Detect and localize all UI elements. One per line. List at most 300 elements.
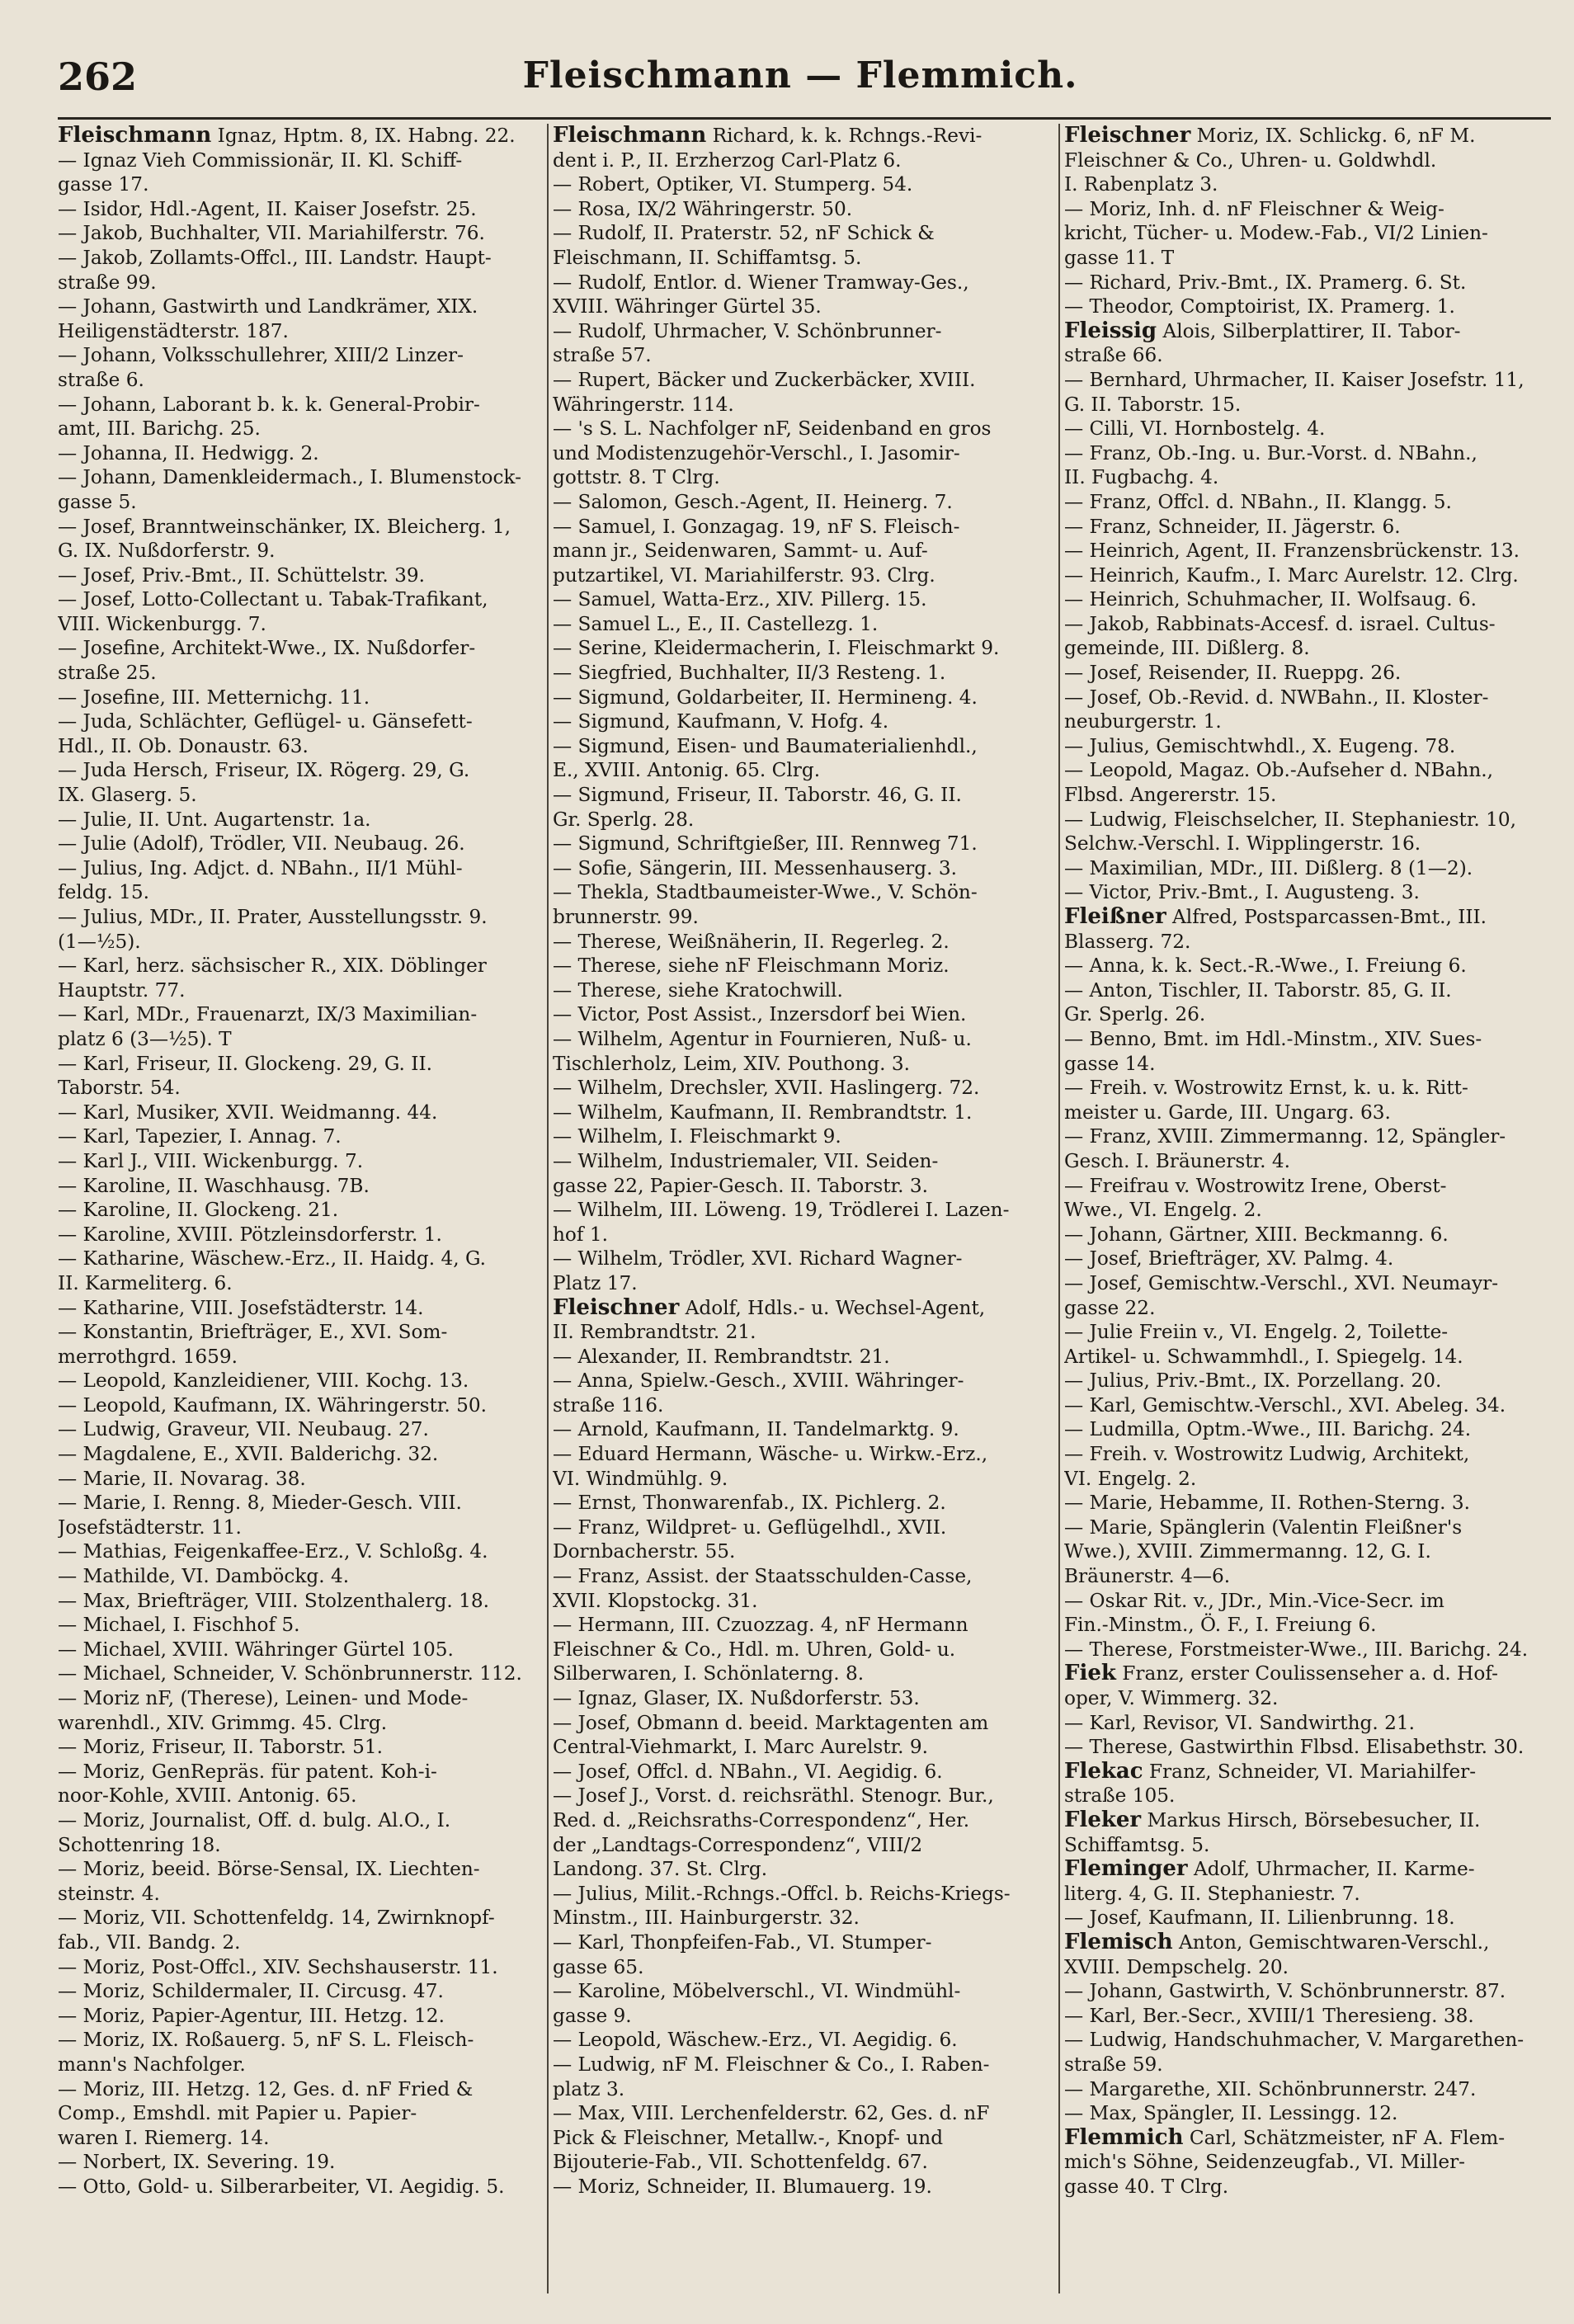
directory-entry xyxy=(553,709,1039,734)
entry-text: — Josef, Kaufmann, II. Lilienbrunng. 18. xyxy=(1064,1907,1455,1930)
directory-entry xyxy=(553,1369,1039,1393)
entry-text: Hdl., II. Ob. Donaustr. 63. xyxy=(58,734,309,757)
directory-entry xyxy=(58,783,544,808)
entry-text: G. II. Taborstr. 15. xyxy=(1064,393,1242,416)
directory-entry xyxy=(58,1223,544,1247)
entry-text: E., XVIII. Antonig. 65. Clrg. xyxy=(553,759,821,782)
surname-heading: Fleißner xyxy=(1064,904,1166,929)
directory-entry xyxy=(1064,1711,1551,1736)
directory-entry xyxy=(553,734,1039,759)
directory-entry xyxy=(1064,1760,1551,1784)
directory-entry xyxy=(1064,197,1551,222)
entry-text: Taborstr. 54. xyxy=(58,1077,181,1100)
directory-entry xyxy=(1064,2004,1551,2029)
entry-text: — Sigmund, Kaufmann, V. Hofg. 4. xyxy=(553,710,889,733)
entry-text: — Karl, Friseur, II. Glockeng. 29, G. II. xyxy=(58,1052,432,1075)
directory-entry xyxy=(553,2028,1039,2053)
entry-text: — Karoline, II. Glockeng. 21. xyxy=(58,1199,339,1222)
entry-text: — Moriz, III. Hetzg. 12, Ges. d. nF Fried & xyxy=(58,2077,474,2100)
entry-text: straße 25. xyxy=(58,662,157,685)
column-divider xyxy=(547,124,549,2293)
directory-entry xyxy=(1064,1833,1551,1858)
directory-entry xyxy=(553,2175,1039,2199)
entry-text: brunnerstr. 99. xyxy=(553,906,699,928)
directory-entry xyxy=(1064,661,1551,686)
directory-entry xyxy=(553,1760,1039,1784)
entry-text: gasse 40. T Clrg. xyxy=(1064,2175,1229,2198)
directory-entry xyxy=(553,343,1039,368)
entry-text: straße 66. xyxy=(1064,344,1163,367)
entry-text: — Benno, Bmt. im Hdl.-Minstm., XIV. Sues- xyxy=(1064,1027,1482,1050)
entry-text: — Michael, XVIII. Währinger Gürtel 105. xyxy=(58,1638,454,1661)
directory-entry xyxy=(58,636,544,661)
directory-entry xyxy=(1064,2175,1551,2199)
directory-entry xyxy=(553,1784,1039,1808)
directory-entry xyxy=(553,661,1039,686)
entry-text: — Heinrich, Schuhmacher, II. Wolfsaug. 6. xyxy=(1064,588,1477,611)
directory-entry xyxy=(1064,2126,1551,2151)
entry-text: — Josef, Ob.-Revid. d. NWBahn., II. Kloster- xyxy=(1064,686,1489,709)
directory-entry xyxy=(58,978,544,1003)
entry-text: — Rupert, Bäcker und Zuckerbäcker, XVIII. xyxy=(553,368,976,391)
directory-entry xyxy=(553,1149,1039,1174)
directory-entry xyxy=(553,1955,1039,1980)
directory-entry xyxy=(58,734,544,759)
directory-entry xyxy=(553,1539,1039,1564)
entry-text: oper, V. Wimmerg. 32. xyxy=(1064,1687,1279,1709)
entry-text: — Katharine, VIII. Josefstädterstr. 14. xyxy=(58,1296,424,1319)
directory-entry xyxy=(1064,393,1551,417)
entry-text: — Victor, Priv.-Bmt., I. Augusteng. 3. xyxy=(1064,881,1420,904)
directory-entry xyxy=(58,1002,544,1027)
entry-text: kricht, Tücher- u. Modew.-Fab., VI/2 Linien- xyxy=(1064,222,1488,245)
entry-text: Josefstädterstr. 11. xyxy=(58,1516,242,1539)
entry-text: — Salomon, Gesch.-Agent, II. Heinerg. 7. xyxy=(553,490,953,513)
entry-text: Schiffamtsg. 5. xyxy=(1064,1833,1210,1856)
entry-text: — Mathias, Feigenkaffee-Erz., V. Schloßg. 4. xyxy=(58,1540,488,1563)
surname-heading: Fleischner xyxy=(553,1294,680,1320)
entry-text: — Julius, Priv.-Bmt., IX. Porzellang. 20. xyxy=(1064,1369,1442,1393)
entry-text: Franz, Schneider, VI. Mariahilfer- xyxy=(1143,1760,1477,1783)
directory-entry xyxy=(553,1442,1039,1467)
directory-entry xyxy=(553,393,1039,417)
entry-text: Hauptstr. 77. xyxy=(58,978,186,1002)
entry-text: — Karl, Revisor, VI. Sandwirthg. 21. xyxy=(1064,1711,1415,1734)
directory-entry xyxy=(553,1002,1039,1027)
directory-entry xyxy=(58,1076,544,1101)
entry-text: Minstm., III. Hainburgerstr. 32. xyxy=(553,1907,860,1930)
entry-text: platz 3. xyxy=(553,2077,625,2100)
entry-text: — Ludwig, Fleischselcher, II. Stephaniestr. 10, xyxy=(1064,808,1517,831)
entry-text: Carl, Schätzmeister, nF A. Flem- xyxy=(1183,2126,1506,2149)
directory-entry xyxy=(553,587,1039,612)
entry-text: — Siegfried, Buchhalter, II/3 Resteng. 1. xyxy=(553,662,946,685)
directory-entry xyxy=(1064,1369,1551,1393)
directory-entry xyxy=(553,880,1039,905)
directory-entry xyxy=(58,2004,544,2029)
directory-entry xyxy=(553,783,1039,808)
directory-entry xyxy=(58,1760,544,1784)
directory-entry xyxy=(1064,2077,1551,2102)
surname-heading: Flekac xyxy=(1064,1758,1143,1784)
entry-text: — Josef, Gemischtw.-Verschl., XVI. Neumayr- xyxy=(1064,1271,1499,1294)
entry-text: — Rudolf, II. Praterstr. 52, nF Schick & xyxy=(553,222,935,245)
entry-text: — Sigmund, Schriftgießer, III. Rennweg 71. xyxy=(553,832,978,856)
directory-entry xyxy=(1064,1857,1551,1882)
directory-entry xyxy=(1064,1784,1551,1808)
directory-entry xyxy=(58,295,544,319)
directory-entry xyxy=(1064,1052,1551,1077)
entry-text: — Karl J., VIII. Wickenburgg. 7. xyxy=(58,1149,364,1172)
entry-text: Artikel- u. Schwammhdl., I. Spiegelg. 14. xyxy=(1064,1345,1463,1368)
directory-entry xyxy=(1064,930,1551,955)
directory-entry xyxy=(58,539,544,563)
entry-text: — Moriz, Papier-Agentur, III. Hetzg. 12. xyxy=(58,2004,445,2027)
directory-entry xyxy=(1064,1882,1551,1907)
directory-entry xyxy=(1064,1076,1551,1101)
entry-text: Blasserg. 72. xyxy=(1064,930,1191,953)
directory-entry xyxy=(553,1101,1039,1125)
directory-entry xyxy=(553,930,1039,955)
directory-entry xyxy=(1064,1638,1551,1662)
directory-entry xyxy=(58,1613,544,1638)
entry-text: — Wilhelm, Kaufmann, II. Rembrandtstr. 1. xyxy=(553,1101,973,1124)
entry-text: mich's Söhne, Seidenzeugfab., VI. Miller- xyxy=(1064,2151,1466,2174)
directory-entry xyxy=(58,1638,544,1662)
entry-text: — Magdalene, E., XVII. Balderichg. 32. xyxy=(58,1443,439,1466)
directory-entry xyxy=(1064,172,1551,197)
directory-entry xyxy=(58,832,544,856)
directory-entry xyxy=(553,1467,1039,1492)
directory-entry xyxy=(58,1784,544,1808)
entry-text: Fleischmann, II. Schiffamtsg. 5. xyxy=(553,246,862,269)
directory-entry xyxy=(1064,1247,1551,1271)
directory-entry xyxy=(553,1979,1039,2004)
directory-entry xyxy=(1064,808,1551,832)
directory-entry xyxy=(553,1174,1039,1199)
entry-text: — Moriz, Post-Offcl., XIV. Sechshauserstr. 11. xyxy=(58,1955,498,1978)
entry-text: Heiligenstädterstr. 187. xyxy=(58,319,289,342)
entry-text: — Julius, Gemischtwhdl., X. Eugeng. 78. xyxy=(1064,734,1456,757)
entry-text: straße 105. xyxy=(1064,1784,1176,1808)
directory-entry xyxy=(1064,2101,1551,2126)
entry-text: noor-Kohle, XVIII. Antonig. 65. xyxy=(58,1784,357,1808)
entry-text: — Rosa, IX/2 Währingerstr. 50. xyxy=(553,197,853,220)
entry-text: — Max, VIII. Lerchenfelderstr. 62, Ges. d. nF xyxy=(553,2102,990,2125)
entry-text: — Moriz, IX. Roßauerg. 5, nF S. L. Fleisch- xyxy=(58,2029,474,2052)
entry-text: — Richard, Priv.-Bmt., IX. Pramerg. 6. St. xyxy=(1064,271,1467,294)
entry-text: — Moriz, Journalist, Off. d. bulg. Al.O., I. xyxy=(58,1808,451,1831)
entry-text: Richard, k. k. Rchngs.-Revi- xyxy=(706,125,983,147)
entry-text: — Franz, Wildpret- u. Geflügelhdl., XVII. xyxy=(553,1516,947,1539)
directory-entry xyxy=(553,1076,1039,1101)
entry-text: gasse 11. T xyxy=(1064,246,1175,269)
entry-text: — Freih. v. Wostrowitz Ernst, k. u. k. Ritt- xyxy=(1064,1077,1468,1100)
entry-text: — Serine, Kleidermacherin, I. Fleischmarkt 9. xyxy=(553,637,1000,660)
entry-text: hof 1. xyxy=(553,1223,608,1246)
entry-text: — Otto, Gold- u. Silberarbeiter, VI. Aegidig. 5. xyxy=(58,2175,505,2198)
entry-text: Selchw.-Verschl. I. Wipplingerstr. 16. xyxy=(1064,832,1421,856)
entry-text: — Samuel, I. Gonzagag. 19, nF S. Fleisch- xyxy=(553,515,960,538)
entry-text: — Eduard Hermann, Wäsche- u. Wirkw.-Erz., xyxy=(553,1443,988,1466)
entry-text: — Therese, Forstmeister-Wwe., III. Barichg. 24. xyxy=(1064,1638,1529,1661)
entry-text: Central-Viehmarkt, I. Marc Aurelstr. 9. xyxy=(553,1736,929,1759)
entry-text: — Wilhelm, Drechsler, XVII. Haslingerg. 72. xyxy=(553,1077,980,1100)
directory-entry xyxy=(553,1808,1039,1833)
directory-entry xyxy=(58,1564,544,1589)
directory-entry xyxy=(553,2077,1039,2102)
entry-text: — Therese, siehe nF Fleischmann Moriz. xyxy=(553,955,950,978)
directory-entry xyxy=(553,465,1039,490)
directory-entry xyxy=(1064,417,1551,441)
entry-text: — Julius, MDr., II. Prater, Ausstellungsstr. 9. xyxy=(58,906,488,928)
entry-text: straße 99. xyxy=(58,271,157,294)
directory-entry xyxy=(553,515,1039,540)
directory-entry xyxy=(1064,2053,1551,2077)
entry-text: Tischlerholz, Leim, XIV. Pouthong. 3. xyxy=(553,1052,910,1075)
directory-entry xyxy=(553,1052,1039,1077)
entry-text: amt, III. Barichg. 25. xyxy=(58,417,261,441)
directory-entry xyxy=(58,271,544,295)
entry-text: — Rudolf, Uhrmacher, V. Schönbrunner- xyxy=(553,319,942,342)
directory-entry xyxy=(1064,686,1551,710)
directory-entry xyxy=(58,1882,544,1907)
entry-text: — Wilhelm, Trödler, XVI. Richard Wagner- xyxy=(553,1247,963,1270)
directory-entry xyxy=(58,1516,544,1540)
directory-entry xyxy=(58,148,544,173)
directory-entry xyxy=(1064,1393,1551,1418)
directory-entry xyxy=(553,612,1039,637)
directory-entry xyxy=(553,758,1039,783)
directory-entry xyxy=(553,2150,1039,2175)
directory-entry xyxy=(1064,734,1551,759)
entry-text: — Josef, Briefträger, XV. Palmg. 4. xyxy=(1064,1247,1394,1270)
directory-entry xyxy=(1064,1955,1551,1980)
entry-text: — Karl, MDr., Frauenarzt, IX/3 Maximilian- xyxy=(58,1003,478,1026)
entry-text: feldg. 15. xyxy=(58,881,150,904)
entry-text: — Julie Freiin v., VI. Engelg. 2, Toilette- xyxy=(1064,1321,1449,1344)
entry-text: — Julie (Adolf), Trödler, VII. Neubaug. 26. xyxy=(58,832,465,856)
entry-text: Markus Hirsch, Börsebesucher, II. xyxy=(1141,1808,1481,1831)
directory-entry xyxy=(58,1711,544,1736)
directory-entry xyxy=(1064,124,1551,148)
directory-entry xyxy=(58,1906,544,1930)
directory-entry xyxy=(553,1930,1039,1955)
surname-heading: Fleischner xyxy=(1064,124,1191,148)
surname-heading: Fiek xyxy=(1064,1661,1116,1686)
directory-entry xyxy=(58,124,544,148)
entry-text: — Therese, Weißnäherin, II. Regerleg. 2. xyxy=(553,930,950,953)
entry-text: — Marie, Spänglerin (Valentin Fleißner's xyxy=(1064,1516,1463,1539)
entry-text: — Freifrau v. Wostrowitz Irene, Oberst- xyxy=(1064,1174,1447,1197)
directory-entry xyxy=(58,1539,544,1564)
entry-text: — Johann, Damenkleidermach., I. Blumenstock- xyxy=(58,466,521,489)
entry-text: — Sofie, Sängerin, III. Messenhauserg. 3. xyxy=(553,856,957,879)
entry-text: — Karoline, II. Waschhausg. 7B. xyxy=(58,1174,370,1197)
entry-text: — Wilhelm, I. Fleischmarkt 9. xyxy=(553,1125,841,1148)
entry-text: XVII. Klopstockg. 31. xyxy=(553,1589,758,1612)
entry-text: gasse 22. xyxy=(1064,1296,1156,1319)
running-head: Fleischmann — Flemmich. xyxy=(522,54,1078,97)
entry-text: — Juda Hersch, Friseur, IX. Rögerg. 29, G. xyxy=(58,759,470,782)
entry-text: — Johann, Volksschullehrer, XIII/2 Linzer- xyxy=(58,344,464,367)
entry-text: — Leopold, Kaufmann, IX. Währingerstr. 50. xyxy=(58,1393,487,1417)
entry-text: — Oskar Rit. v., JDr., Min.-Vice-Secr. im xyxy=(1064,1589,1444,1612)
directory-entry xyxy=(58,417,544,441)
directory-entry xyxy=(58,2053,544,2077)
entry-text: — Johanna, II. Hedwigg. 2. xyxy=(58,441,319,464)
entry-text: — Heinrich, Kaufm., I. Marc Aurelstr. 12. Clrg. xyxy=(1064,563,1519,587)
entry-text: Wwe., VI. Engelg. 2. xyxy=(1064,1199,1262,1222)
surname-heading: Fleischmann xyxy=(58,124,212,148)
directory-entry xyxy=(1064,1735,1551,1760)
entry-text: — Josef, Branntweinschänker, IX. Bleicherg. 1, xyxy=(58,515,511,538)
directory-entry xyxy=(58,172,544,197)
entry-text: steinstr. 4. xyxy=(58,1882,160,1905)
directory-entry xyxy=(1064,1613,1551,1638)
directory-entry xyxy=(553,197,1039,222)
entry-text: IX. Glaserg. 5. xyxy=(58,784,197,807)
entry-text: der „Landtags-Correspondenz“, VIII/2 xyxy=(553,1833,923,1856)
directory-entry xyxy=(58,661,544,686)
directory-entry xyxy=(553,221,1039,246)
entry-text: II. Fugbachg. 4. xyxy=(1064,466,1219,489)
entry-text: Währingerstr. 114. xyxy=(553,393,734,416)
directory-entry xyxy=(553,563,1039,588)
entry-text: straße 59. xyxy=(1064,2053,1163,2076)
directory-entry xyxy=(553,1296,1039,1321)
directory-entry xyxy=(58,1686,544,1711)
surname-heading: Flemisch xyxy=(1064,1929,1173,1954)
entry-text: — Moriz, Friseur, II. Taborstr. 51. xyxy=(58,1736,383,1759)
directory-entry xyxy=(58,1442,544,1467)
directory-entry xyxy=(58,1271,544,1296)
column-1 xyxy=(58,124,544,2293)
directory-entry xyxy=(1064,515,1551,540)
directory-entry xyxy=(1064,1002,1551,1027)
directory-entry xyxy=(553,490,1039,515)
entry-text: — Ignaz, Glaser, IX. Nußdorferstr. 53. xyxy=(553,1687,920,1709)
directory-entry xyxy=(553,1564,1039,1589)
directory-entry xyxy=(58,1589,544,1614)
directory-entry xyxy=(553,124,1039,148)
entry-text: — Anton, Tischler, II. Taborstr. 85, G. II. xyxy=(1064,978,1452,1002)
entry-text: und Modistenzugehör-Verschl., I. Jasomir- xyxy=(553,441,960,464)
entry-text: — Moriz, Schneider, II. Blumauerg. 19. xyxy=(553,2175,932,2198)
entry-text: Anton, Gemischtwaren-Verschl., xyxy=(1172,1930,1490,1954)
entry-text: — Julius, Ing. Adjct. d. NBahn., II/1 Mühl- xyxy=(58,856,463,879)
entry-text: — Karl, herz. sächsischer R., XIX. Döblinger xyxy=(58,955,487,978)
entry-text: — Johann, Laborant b. k. k. General-Probir- xyxy=(58,393,480,416)
header-rule xyxy=(58,117,1551,120)
directory-entry xyxy=(58,905,544,930)
directory-entry xyxy=(553,148,1039,173)
directory-entry xyxy=(553,1417,1039,1442)
entry-text: — Johann, Gastwirth und Landkrämer, XIX. xyxy=(58,295,478,318)
entry-text: — Leopold, Wäschew.-Erz., VI. Aegidig. 6. xyxy=(553,2029,958,2052)
directory-entry xyxy=(58,758,544,783)
directory-entry xyxy=(553,2053,1039,2077)
entry-text: — Franz, Schneider, II. Jägerstr. 6. xyxy=(1064,515,1401,538)
entry-text: Fin.-Minstm., Ö. F., I. Freiung 6. xyxy=(1064,1614,1377,1637)
entry-text: — Karl, Gemischtw.-Verschl., XVI. Abeleg. 34. xyxy=(1064,1393,1506,1417)
entry-text: — Ludwig, Handschuhmacher, V. Margarethen- xyxy=(1064,2029,1525,2052)
directory-entry xyxy=(553,954,1039,978)
directory-entry xyxy=(58,1979,544,2004)
directory-entry xyxy=(1064,1516,1551,1540)
entry-text: — Alexander, II. Rembrandtstr. 21. xyxy=(553,1345,890,1368)
surname-heading: Fleker xyxy=(1064,1807,1142,1832)
entry-text: — Anna, Spielw.-Gesch., XVIII. Währinger- xyxy=(553,1369,964,1393)
page-header xyxy=(58,54,1543,112)
entry-text: — Michael, I. Fischhof 5. xyxy=(58,1614,300,1637)
directory-entry xyxy=(553,636,1039,661)
entry-text: Landong. 37. St. Clrg. xyxy=(553,1858,768,1881)
entry-text: straße 57. xyxy=(553,344,652,367)
entry-text: — Sigmund, Eisen- und Baumaterialienhdl., xyxy=(553,734,978,757)
entry-text: — Juda, Schlächter, Geflügel- u. Gänsefett- xyxy=(58,710,473,733)
entry-text: — Karoline, XVIII. Pötzleinsdorferstr. 1. xyxy=(58,1223,442,1246)
entry-text: — Josef, Offcl. d. NBahn., VI. Aegidig. 6. xyxy=(553,1760,943,1783)
directory-entry xyxy=(1064,148,1551,173)
column-divider xyxy=(1058,124,1060,2293)
directory-entry xyxy=(553,1223,1039,1247)
directory-entry xyxy=(553,1247,1039,1271)
directory-entry xyxy=(1064,1686,1551,1711)
directory-entry xyxy=(58,465,544,490)
entry-text: — Margarethe, XII. Schönbrunnerstr. 247. xyxy=(1064,2077,1477,2100)
directory-entry xyxy=(1064,709,1551,734)
directory-entry xyxy=(553,417,1039,441)
directory-entry xyxy=(1064,783,1551,808)
entry-text: — Moriz, Schildermaler, II. Circusg. 47. xyxy=(58,1980,444,2003)
entry-text: Flbsd. Angererstr. 15. xyxy=(1064,784,1277,807)
directory-entry xyxy=(58,954,544,978)
entry-text: Alois, Silberplattirer, II. Tabor- xyxy=(1157,319,1461,342)
directory-entry xyxy=(1064,1320,1551,1345)
directory-entry xyxy=(58,1101,544,1125)
directory-entry xyxy=(58,709,544,734)
directory-entry xyxy=(1064,1417,1551,1442)
entry-text: — Wilhelm, Industriemaler, VII. Seiden- xyxy=(553,1149,939,1172)
entry-text: I. Rabenplatz 3. xyxy=(1064,173,1218,196)
entry-text: fab., VII. Bandg. 2. xyxy=(58,1930,241,1954)
directory-entry xyxy=(1064,1027,1551,1052)
directory-entry xyxy=(553,2004,1039,2029)
entry-text: — Isidor, Hdl.-Agent, II. Kaiser Josefstr. 25. xyxy=(58,197,477,220)
directory-entry xyxy=(553,686,1039,710)
directory-entry xyxy=(58,1662,544,1686)
entry-text: — Josef J., Vorst. d. reichsräthl. Stenogr. Bur., xyxy=(553,1784,994,1808)
entry-text: — 's S. L. Nachfolger nF, Seidenband en gros xyxy=(553,417,992,441)
entry-text: — Katharine, Wäschew.-Erz., II. Haidg. 4, G. xyxy=(58,1247,487,1270)
directory-entry xyxy=(553,1882,1039,1907)
directory-entry xyxy=(58,490,544,515)
entry-text: Fleischner & Co., Uhren- u. Goldwhdl. xyxy=(1064,148,1437,172)
entry-text: platz 6 (3—½5). T xyxy=(58,1027,232,1050)
entry-text: Gesch. I. Bräunerstr. 4. xyxy=(1064,1149,1290,1172)
directory-entry xyxy=(58,2175,544,2199)
entry-text: Platz 17. xyxy=(553,1271,638,1294)
entry-text: — Samuel L., E., II. Castellezg. 1. xyxy=(553,612,879,635)
entry-text: — Max, Spängler, II. Lessingg. 12. xyxy=(1064,2102,1398,2125)
entry-text: Moriz, IX. Schlickg. 6, nF M. xyxy=(1190,125,1476,147)
entry-text: G. IX. Nußdorferstr. 9. xyxy=(58,540,276,563)
directory-entry xyxy=(1064,271,1551,295)
directory-entry xyxy=(58,1174,544,1199)
entry-text: — Wilhelm, III. Löweng. 19, Trödlerei I. Lazen- xyxy=(553,1199,1010,1222)
directory-entry xyxy=(1064,1906,1551,1930)
